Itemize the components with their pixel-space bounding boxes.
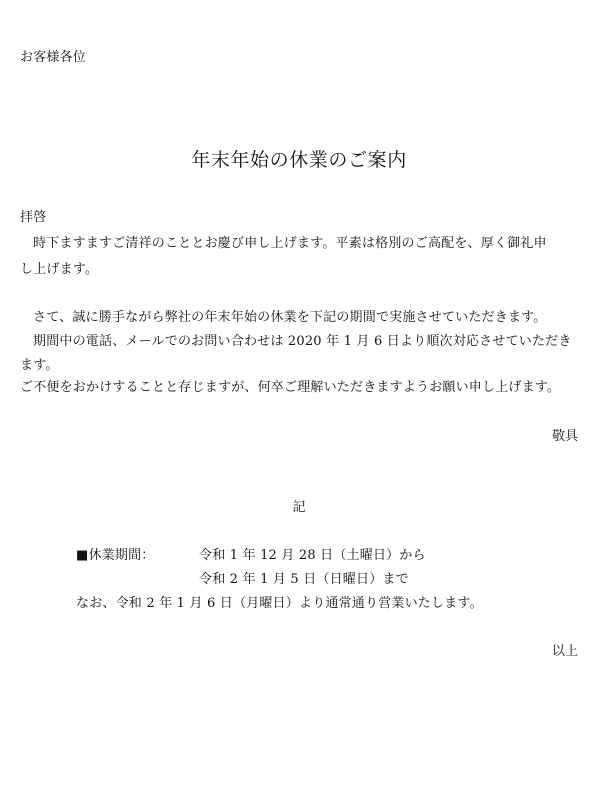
body-paragraph-1-line-1: 時下ますますご清祥のこととお慶び申し上げます。平素は格別のご高配を、厚く御礼申 [33, 236, 547, 251]
record-heading: 記 [292, 500, 306, 515]
resume-note: なお、令和 2 年 1 月 6 日（月曜日）より通常通り営業いたします。 [76, 596, 483, 611]
closure-period-label: ■休業期間： [76, 548, 155, 563]
document-title: 年末年始の休業のご案内 [191, 149, 407, 171]
greeting-text: 拝啓 [20, 210, 47, 225]
closure-end-date: 令和 2 年 1 月 5 日（日曜日）まで [199, 572, 409, 587]
end-mark: 以上 [551, 644, 578, 659]
closure-start-date: 令和 1 年 12 月 28 日（土曜日）から [199, 548, 426, 563]
body-paragraph-1-line-2: し上げます。 [20, 262, 99, 277]
closing-text: 敬具 [551, 429, 578, 444]
body-paragraph-3-line-2: ます。 [20, 358, 59, 373]
body-paragraph-4-line-1: ご不便をおかけすることと存じますが、何卒ご理解いただきますようお願い申し上げます。 [20, 380, 561, 395]
recipient-line: お客様各位 [20, 50, 87, 65]
body-paragraph-2-line-1: さて、誠に勝手ながら弊社の年末年始の休業を下記の期間で実施させていただきます。 [33, 310, 547, 325]
body-paragraph-3-line-1: 期間中の電話、メールでのお問い合わせは 2020 年 1 月 6 日より順次対応させていただき [33, 334, 572, 349]
